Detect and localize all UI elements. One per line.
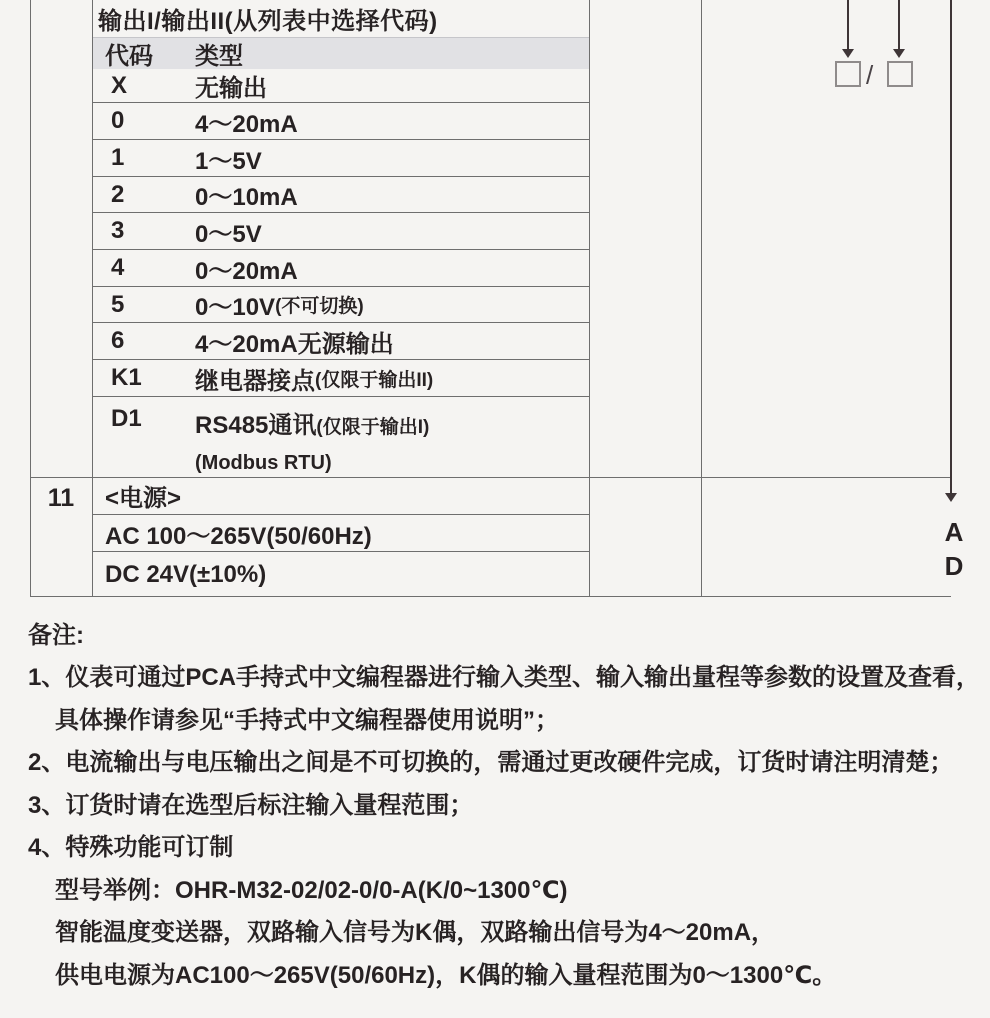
table-row [93,103,589,140]
row-type: RS485通讯 [195,412,317,439]
output-ii-code-box [887,61,913,87]
table-row [93,213,589,250]
note-line: 型号举例：OHR-M32-02/02-0/0-A(K/0~1300℃) [55,876,568,904]
row-code: 2 [111,180,125,208]
power-supply-section [93,477,589,597]
row-type: 0～5V [195,220,262,248]
row-type-lines [195,397,429,475]
table-row [93,323,589,360]
row-code: 1 [111,144,125,171]
row-code: 3 [111,217,125,244]
row-code: 5 [111,290,125,318]
table-row [93,177,589,213]
row-type: 4～20mA [195,110,298,138]
row-note-line2: (Modbus RTU) [195,452,332,474]
down-arrow-icon [842,49,854,58]
row-code: 0 [111,107,125,134]
row-code: K1 [111,364,142,391]
row-type: 0～10mA [195,184,298,211]
row-code: D1 [111,405,142,432]
table-row [93,140,589,177]
power-code-d: D [944,551,964,581]
power-option-ac: AC 100～265V(50/60Hz) [93,515,589,552]
leader-line-output-i [847,0,849,50]
output-section-header: 输出I/输出II(从列表中选择代码) [98,8,438,35]
output-selection-list [93,0,589,477]
content-column-border [589,0,590,597]
row-type: 1～5V [195,147,262,175]
note-line: 智能温度变送器，双路输入信号为K偶，双路输出信号为4～20mA， [55,919,776,947]
note-line: 4、特殊功能可订制 [28,834,234,862]
table-row [93,397,589,477]
second-column-border [701,0,702,597]
notes-title: 备注: [28,621,84,649]
down-arrow-icon [945,493,957,502]
row-code: 4 [111,254,125,281]
row-type: 无输出 [195,75,267,102]
type-column-header: 类型 [195,43,243,70]
row-type: 4～20mA无源输出 [195,330,394,358]
row-code: X [111,71,128,99]
row-note: (不可切换) [275,296,364,317]
output-i-code-box [835,61,861,87]
row-code: 6 [111,327,125,354]
table-row [93,69,589,103]
list-header-row [93,37,589,69]
leader-line-output-ii [898,0,900,50]
row-note: (仅限于输出I) [316,417,430,438]
leader-line-power [950,0,952,494]
row-type: 继电器接点 [195,367,315,395]
power-code-a: A [944,517,964,547]
table-row [93,287,589,323]
slash-separator: / [866,60,874,90]
note-line: 2、电流输出与电压输出之间是不可切换的，需通过更改硬件完成，订货时请注明清楚； [28,749,954,777]
note-line: 供电电源为AC100～265V(50/60Hz)，K偶的输入量程范围为0～1300℃。 [55,961,837,989]
power-option-dc: DC 24V(±10%) [105,560,267,588]
code-column-header: 代码 [105,43,153,70]
table-row [93,360,589,397]
note-line: 1、仪表可通过PCA手持式中文编程器进行输入类型、输入输出量程等参数的设置及查看， [28,664,981,692]
table-row [93,250,589,287]
row-11-index: 11 [47,484,75,512]
row-note: (仅限于输出II) [315,369,434,391]
down-arrow-icon [893,49,905,58]
row-type: 0～10V [195,294,276,321]
row-type: 0～20mA [195,257,298,285]
notes-section [28,611,984,994]
power-header: <电源> [93,477,589,515]
note-line: 3、订货时请在选型后标注输入量程范围； [28,791,474,819]
note-line: 具体操作请参见“手持式中文编程器使用说明”； [55,706,559,734]
